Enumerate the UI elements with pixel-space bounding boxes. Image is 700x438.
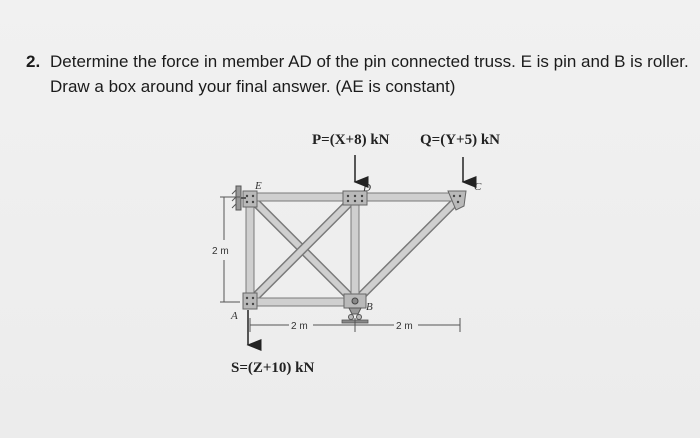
node-label-e: E: [255, 180, 262, 192]
member-ed: [248, 193, 358, 201]
dimension-horizontal: [250, 318, 460, 332]
node-label-a: A: [231, 310, 238, 322]
question-number: 2.: [26, 52, 41, 71]
member-bc: [355, 197, 460, 302]
load-label-s: S=(Z+10) kN: [231, 360, 315, 376]
node-label-b: B: [366, 301, 373, 313]
member-ab: [248, 298, 358, 306]
member-db: [351, 195, 359, 305]
member-ea-vertical: [246, 195, 254, 305]
load-label-p: P=(X+8) kN: [312, 132, 390, 148]
question-line-2: Draw a box around your final answer. (AE is constant): [50, 77, 456, 96]
question-line-1: Determine the force in member AD of the pin connected truss. E is pin and B is roller.: [50, 52, 689, 71]
dimension-label-left: 2 m: [291, 321, 308, 332]
dimension-label-vertical: 2 m: [212, 246, 229, 257]
load-label-q: Q=(Y+5) kN: [420, 132, 501, 148]
joint-b: [344, 294, 366, 308]
dimension-label-right: 2 m: [396, 321, 413, 332]
node-label-c: C: [474, 181, 482, 193]
joint-a: [243, 293, 257, 309]
member-dc: [355, 193, 463, 201]
node-label-d: D: [363, 182, 371, 194]
